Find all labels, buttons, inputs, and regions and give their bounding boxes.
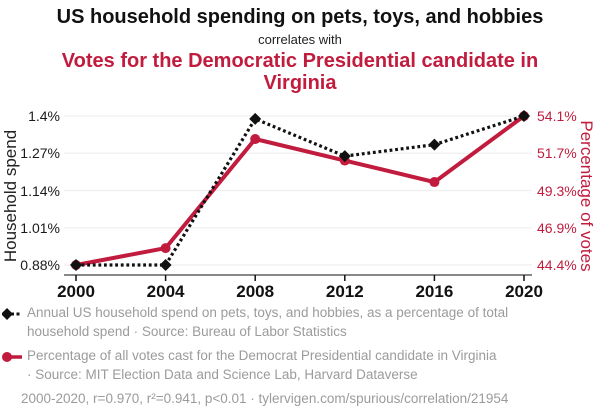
- legend-line: Percentage of all votes cast for the Democrat Presidential candidate in Virginia: [27, 348, 497, 363]
- right-axis-tick-label: 46.9%: [537, 219, 577, 236]
- right-axis-tick-label: 49.3%: [537, 182, 577, 199]
- left-axis-tick-label: 1.14%: [20, 182, 60, 199]
- legend-line: household spend · Source: Bureau of Labor Statistics: [27, 324, 347, 339]
- chart-subtitle: Votes for the Democratic Presidential candidate in Virginia: [61, 50, 539, 94]
- diamond-dotted-line-icon: [2, 307, 22, 321]
- page-title: US household spending on pets, toys, and hobbies: [56, 6, 544, 28]
- x-axis-tick-label: 2004: [146, 282, 185, 301]
- legend-item-household-spend: [2, 303, 587, 341]
- circle-marker: [71, 260, 81, 270]
- diamond-marker: [160, 259, 172, 271]
- left-axis-tick-label: 0.88%: [20, 257, 60, 273]
- diamond-marker: [518, 110, 530, 122]
- right-axis-title: Percentage of votes: [577, 120, 596, 272]
- circle-marker: [250, 134, 260, 144]
- diamond-marker: [249, 113, 261, 125]
- legend-item-votes: [2, 346, 587, 384]
- circle-solid-line-icon: [2, 350, 22, 364]
- footer-stats: 2000-2020, r=0.970, r²=0.941, p<0.01 · tylervigen.com/spurious/correlation/21954: [21, 391, 509, 406]
- circle-marker: [429, 177, 439, 187]
- left-axis-tick-label: 1.4%: [28, 108, 60, 124]
- legend-item-label: [27, 346, 497, 384]
- circle-marker: [519, 111, 529, 121]
- right-axis-tick-label: 54.1%: [537, 108, 577, 124]
- left-axis-title: Household spend: [1, 129, 20, 263]
- series-line-household: [76, 116, 524, 265]
- legend-line: · Source: MIT Election Data and Science Lab, Harvard Dataverse: [27, 367, 418, 382]
- left-axis-tick-label: 1.27%: [20, 145, 60, 162]
- correlates-with-text: correlates with: [258, 32, 342, 47]
- legend: [2, 303, 587, 408]
- diamond-marker: [428, 139, 440, 151]
- legend-item-label: [27, 303, 508, 341]
- series-line-votes: [76, 116, 524, 265]
- x-axis-tick-label: 2020: [505, 282, 543, 301]
- left-axis-tick-label: 1.01%: [20, 219, 60, 236]
- x-axis-tick-label: 2012: [325, 282, 364, 301]
- circle-marker: [161, 243, 171, 253]
- right-axis-tick-label: 44.4%: [537, 257, 577, 273]
- x-axis-tick-label: 2008: [236, 282, 275, 301]
- diamond-marker: [339, 150, 351, 162]
- x-axis-tick-label: 2000: [57, 282, 95, 301]
- circle-marker: [340, 156, 350, 166]
- x-axis-tick-label: 2016: [415, 282, 454, 301]
- legend-line: Annual US household spend on pets, toys, and hobbies, as a percentage of total: [27, 305, 509, 320]
- diamond-marker: [70, 259, 82, 271]
- right-axis-tick-label: 51.7%: [537, 145, 577, 162]
